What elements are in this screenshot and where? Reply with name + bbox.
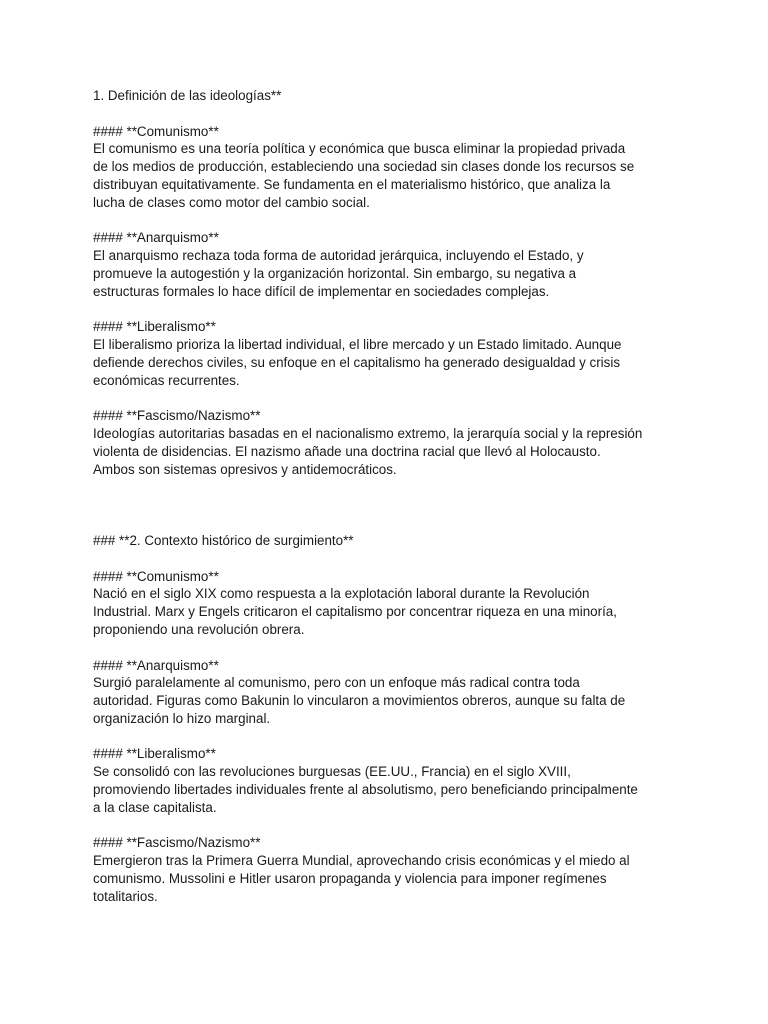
section-title: ### **2. Contexto histórico de surgimiento** [93, 532, 354, 548]
section-1-item-liberalismo [93, 318, 693, 389]
section-2-item-anarquismo [93, 657, 693, 728]
section-2-item-liberalismo [93, 745, 693, 816]
paragraph-line: distribuyan equitativamente. Se fundamenta en el materialismo histórico, que analiza la [93, 176, 611, 192]
section-1-item-anarquismo [93, 229, 693, 300]
paragraph-line: estructuras formales lo hace difícil de implementar en sociedades complejas. [93, 283, 550, 299]
paragraph-line: de los medios de producción, estableciendo una sociedad sin clases donde los recursos se [93, 159, 635, 175]
paragraph-line: El comunismo es una teoría política y económica que busca eliminar la propiedad privada [93, 141, 626, 157]
document-page [93, 87, 693, 906]
section-2-item-fascismo [93, 834, 693, 905]
paragraph-line: El anarquismo rechaza toda forma de autoridad jerárquica, incluyendo el Estado, y [93, 248, 584, 264]
section-1-item-fascismo [93, 407, 693, 478]
item-heading: #### **Fascismo/Nazismo** [93, 835, 261, 851]
item-heading: #### **Liberalismo** [93, 746, 216, 762]
item-heading: #### **Comunismo** [93, 568, 219, 584]
paragraph-line: a la clase capitalista. [93, 799, 217, 815]
item-heading: #### **Liberalismo** [93, 319, 216, 335]
section-title: 1. Definición de las ideologías** [93, 88, 282, 103]
section-2-item-comunismo [93, 568, 693, 639]
paragraph-line: Nació en el siglo XIX como respuesta a la explotación laboral durante la Revolución [93, 586, 590, 602]
paragraph-line: económicas recurrentes. [93, 372, 240, 388]
paragraph-line: defiende derechos civiles, su enfoque en el capitalismo ha generado desigualdad y crisis [93, 354, 621, 370]
paragraph-line: totalitarios. [93, 888, 158, 904]
paragraph-line: Ambos son sistemas opresivos y antidemocráticos. [93, 461, 397, 477]
item-heading: #### **Fascismo/Nazismo** [93, 408, 261, 424]
paragraph-line: proponiendo una revolución obrera. [93, 621, 305, 637]
paragraph-line: Surgió paralelamente al comunismo, pero con un enfoque más radical contra toda [93, 675, 580, 691]
paragraph-line: El liberalismo prioriza la libertad individual, el libre mercado y un Estado limitado. Aunque [93, 337, 622, 353]
paragraph-line: promueve la autogestión y la organización horizontal. Sin embargo, su negativa a [93, 265, 577, 281]
item-heading: #### **Anarquismo** [93, 657, 219, 673]
paragraph-line: Ideologías autoritarias basadas en el nacionalismo extremo, la jerarquía social y la represión [93, 426, 643, 442]
paragraph-line: violenta de disidencias. El nazismo añade una doctrina racial que llevó al Holocausto. [93, 443, 601, 459]
section-1-item-comunismo [93, 123, 693, 212]
paragraph-line: organización lo hizo marginal. [93, 710, 271, 726]
paragraph-line: Emergieron tras la Primera Guerra Mundial, aprovechando crisis económicas y el miedo al [93, 853, 630, 869]
paragraph-line: Industrial. Marx y Engels criticaron el capitalismo por concentrar riqueza en una minoría, [93, 604, 617, 620]
paragraph-line: promoviendo libertades individuales frente al absolutismo, pero beneficiando principalmente [93, 782, 638, 798]
paragraph-line: autoridad. Figuras como Bakunin lo vincularon a movimientos obreros, aunque su falta de [93, 693, 626, 709]
paragraph-line: comunismo. Mussolini e Hitler usaron propaganda y violencia para imponer regímenes [93, 871, 607, 887]
item-heading: #### **Comunismo** [93, 123, 219, 139]
item-heading: #### **Anarquismo** [93, 230, 219, 246]
paragraph-line: lucha de clases como motor del cambio social. [93, 194, 370, 210]
paragraph-line: Se consolidó con las revoluciones burguesas (EE.UU., Francia) en el siglo XVIII, [93, 764, 571, 780]
